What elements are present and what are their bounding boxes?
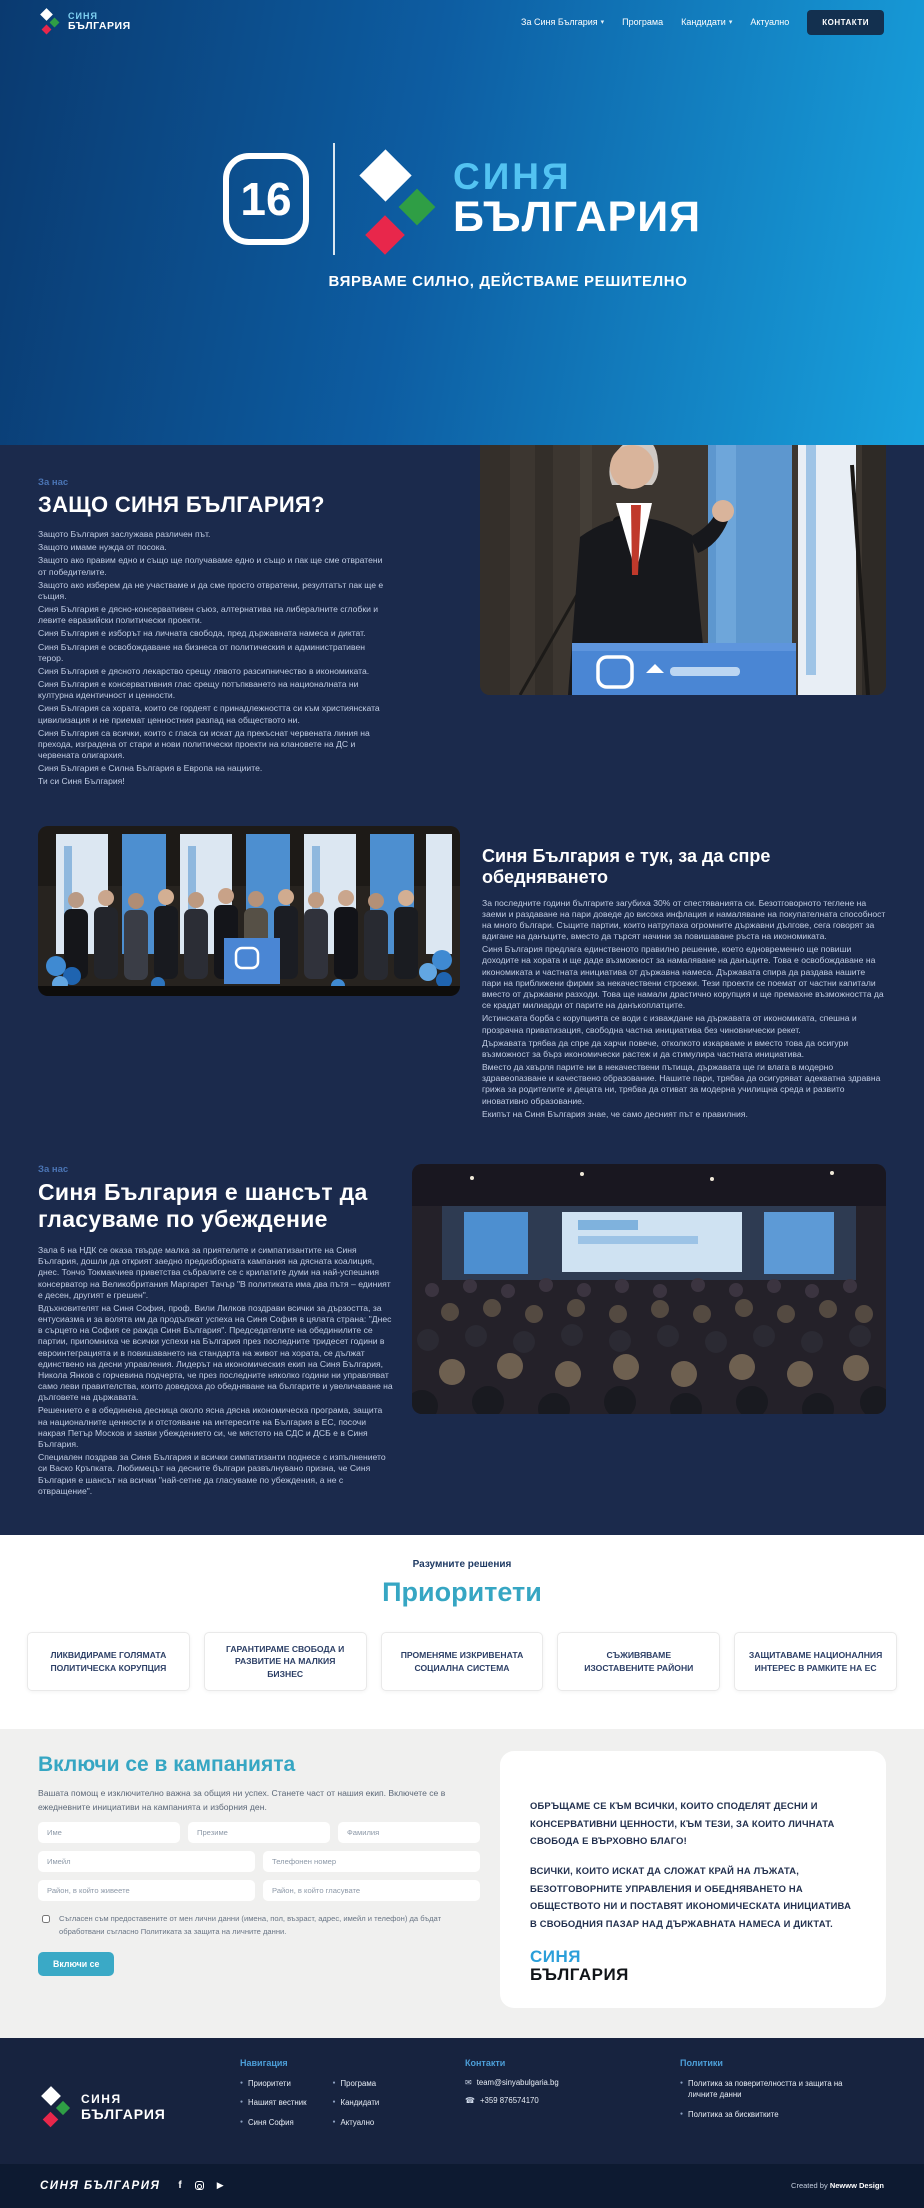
appeal-card: [500, 1751, 886, 2007]
join-button[interactable]: Включи се: [38, 1952, 114, 1976]
bullet-icon: ●: [680, 2079, 684, 2086]
header-logo[interactable]: [40, 9, 131, 35]
footer-policies: [680, 2058, 880, 2146]
last-name-field[interactable]: [338, 1822, 480, 1843]
footer-link-blue-sofia[interactable]: ● Синя София: [240, 2118, 294, 2127]
conviction-kicker: За нас: [38, 1163, 69, 1175]
main-nav: [521, 10, 884, 35]
nav-item-news[interactable]: Актуално: [750, 17, 790, 27]
campaign-intro: Вашата помощ е изключително важна за общия ни успех. Станете част от нашия екип. Включете се в ежедневните инициативи на кампанията и изборния ден.: [38, 1788, 446, 1812]
campaign-form: [38, 1822, 480, 1976]
consent-text: Съгласен съм предоставените от мен лични данни (имена, пол, възраст, адрес, имейл и телефон) да бъдат обработвани съгласно Политиката за защита на личните данни.: [59, 1913, 442, 1936]
footer-email[interactable]: ✉ team@sinyabulgaria.bg: [465, 2077, 559, 2087]
district-live-field[interactable]: [38, 1880, 255, 1901]
footer-link-newspaper[interactable]: ● Нашият вестник: [240, 2098, 307, 2108]
footer-contacts: [465, 2058, 680, 2146]
priorities-title: Приоритети: [382, 1576, 542, 1607]
bullet-icon: ●: [332, 2119, 336, 2125]
photo-coalition-group: [38, 826, 460, 996]
about-text: Защото България заслужава различен път. Защото имаме нужда от посока. Защото ако правим едно и също ще получаваме едно и също и пак ще сме отвратени от победителите. Защото ако изберем да не участваме и да сме просто отвратени, резултатът пак ще е същия. Синя България е дясно-консервативен съюз, алтернатива на либералните сглобки и левите евразийски политически проекти. Синя България е изборът на личната свобода, пред държавната намеса и диктат. Синя България е освобождаване на бизнеса от политическия и административен терор. Синя България е дясното лекарство срещу лявото разсипничество в икономиката. Синя България е консервативния глас срещу потъпкването на националната ни културна идентичност и ценности. Синя България са хората, които се гордеят с принадлежността си към християнската цивилизация и не приемат ценностния разпад на обществото ни. Синя България са всички, които с гласа си искат да прекъснат червената линия на прехода, изградена от стари и нови политически проекти на клановете на ДС и червената олигархия. Синя България е Силна България в Европа на нациите. Ти си Синя България!: [38, 529, 384, 787]
about-title: ЗАЩО СИНЯ БЪЛГАРИЯ?: [38, 492, 325, 517]
about-kicker: За нас: [38, 477, 69, 488]
about-section: [0, 445, 924, 1535]
footer-link-cookie-policy[interactable]: ● Политика за бисквитките: [680, 2110, 779, 2119]
first-name-field[interactable]: [38, 1822, 180, 1843]
chevron-down-icon: ▾: [600, 19, 605, 26]
footer-link-program[interactable]: ● Програма: [332, 2078, 377, 2088]
priorities-kicker: Разумните решения: [412, 1558, 512, 1570]
footer-link-priorities[interactable]: ● Приоритети: [240, 2078, 291, 2088]
phone-field[interactable]: [263, 1851, 480, 1872]
footer-link-news[interactable]: ● Актуално: [332, 2118, 375, 2127]
instagram-icon[interactable]: [195, 2181, 204, 2190]
nav-item-program[interactable]: Програма: [622, 17, 664, 27]
header: [0, 0, 924, 35]
priority-card: ЛИКВИДИРАМЕ ГОЛЯМАТА ПОЛИТИЧЕСКА КОРУПЦИЯ: [27, 1632, 190, 1691]
footer-nav-title: Навигация: [240, 2057, 288, 2068]
credit-agency[interactable]: Newww Design: [829, 2181, 884, 2191]
footer-phone[interactable]: ☎ +359 876574170: [465, 2095, 539, 2105]
hero-lockup: [0, 35, 924, 255]
photo-speaker-podium: [480, 405, 886, 695]
header-logo-line1: СИНЯ: [68, 11, 98, 22]
campaign-section: [0, 1729, 924, 2037]
priority-card: ЗАЩИТАВАМЕ НАЦИОНАЛНИЯ ИНТЕРЕС В РАМКИТЕ НА ЕС: [734, 1632, 897, 1691]
ballot-number-box: 16: [223, 153, 309, 245]
middle-name-field[interactable]: [188, 1822, 330, 1843]
facebook-icon[interactable]: f: [178, 2179, 182, 2191]
nav-item-candidates[interactable]: Кандидати ▾: [681, 17, 733, 27]
appeal-paragraph: ВСИЧКИ, КОИТО ИСКАТ ДА СЛОЖАТ КРАЙ НА ЛЪЖАТА, БЕЗОТГОВОРНИТЕ УПРАВЛЕНИЯ И ОБЕДНЯВАНЕТО НА ОБЩЕСТВОТО НИ И ПОСТАВЯТ ИКОНОМИЧЕСКАТА ИНИЦИАТИВА В СВОБОДНИЯ ПАЗАР НАД ДЪРЖАВНАТА НАМЕСА И ДИКТАТ.: [530, 1865, 852, 1929]
priority-card: ПРОМЕНЯМЕ ИЗКРИВЕНАТА СОЦИАЛНА СИСТЕМА: [381, 1632, 544, 1691]
consent-checkbox[interactable]: [42, 1915, 50, 1923]
footer-link-candidates[interactable]: ● Кандидати: [332, 2098, 380, 2108]
nav-item-about[interactable]: За Синя България ▾: [521, 17, 605, 27]
bullet-icon: ●: [240, 2119, 244, 2125]
district-vote-field[interactable]: [263, 1880, 480, 1901]
bullet-icon: ●: [240, 2079, 244, 2086]
footer-nav: [240, 2058, 465, 2146]
social-links: [178, 2181, 223, 2191]
conviction-text: Зала 6 на НДК се оказа твърде малка за приятелите и симпатизантите на Синя България, дошли да открият заедно предизборната кампания на дясната коалиция, днес. Тончо Токмакчиев приветства събралите се с крилатите думи на най-успешния консерватор на Великобритания Маргарет Тачър "В политиката има два пътя – единият е десен, другият е грешен". Вдъхновителят на Синя София, проф. Вили Лилков поздрави всички за дързостта, за ентусиазма и за волята им да продължат успеха на Синя София в цялата страна: "Днес в сърцето на София се ражда Синя България". Председателите на обединилите се партии, припомниха че всички успехи на България през последните тридесет години в евроинтеграцията и в повишаването на стандарта на живот на хората, се дължат единствено на десни управления. Лидерът на икономическия екип на Синя България, Никола Янков с горчевина подчерта, че през последните няколко години ни управляват само леви правителства, които доведоха до обедняване на българите и увеличаване на дълговете на държавата. Решението е в обединена десница около ясна дясна икономическа програма, защита на националните ценности и отстояване на интересите на България в ЕС, посочи накрая Петър Москов и заяви убеждението си, че мястото на СДС и ДСБ е в Синя България. Специален поздрав за Синя България и всички симпатизанти поднесе с изпълнението си Васко Кръпката. Любимецът на десните българи развълнувано призна, че Синя България е шансът на всички "най-сетне да гласуваме по убеждения, а не с отвращение".: [38, 1245, 393, 1496]
bullet-icon: ●: [332, 2099, 336, 2106]
youtube-icon[interactable]: ▶: [216, 2180, 224, 2191]
credit: Created by Newww Design: [791, 2181, 884, 2191]
envelope-icon: ✉: [465, 2077, 472, 2087]
party-logo-icon: [40, 2088, 72, 2128]
appeal-paragraph: ОБРЪЩАМЕ СЕ КЪМ ВСИЧКИ, КОИТО СПОДЕЛЯТ ДЕСНИ И КОНСЕРВАТИВНИ ЦЕННОСТИ, КЪМ ТЕЗИ, ЗА КОИТО ЛИЧНАТА СВОБОДА Е ВЪРХОВНО БЛАГО!: [530, 1800, 835, 1846]
card-logo: СИНЯ БЪЛГАРИЯ: [530, 1946, 629, 1984]
hero-logo-line1: СИНЯ: [452, 155, 572, 197]
hero-divider: [333, 143, 335, 255]
hero-logo-line2: БЪЛГАРИЯ: [452, 192, 702, 241]
hero-section: [0, 0, 924, 445]
email-field[interactable]: [38, 1851, 255, 1872]
phone-icon: ☎: [465, 2095, 475, 2105]
campaign-title: Включи се в кампанията: [38, 1753, 296, 1777]
header-logo-line2: БЪЛГАРИЯ: [68, 20, 131, 33]
priority-card: СЪЖИВЯВАМЕ ИЗОСТАВЕНИТЕ РАЙОНИ: [557, 1632, 720, 1691]
chevron-down-icon: ▾: [728, 19, 733, 26]
priority-card: ГАРАНТИРАМЕ СВОБОДА И РАЗВИТИЕ НА МАЛКИЯ БИЗНЕС: [204, 1632, 367, 1691]
footer-policies-title: Политики: [680, 2057, 723, 2068]
footer-contacts-title: Контакти: [465, 2057, 506, 2068]
bullet-icon: ●: [332, 2079, 336, 2086]
contacts-button[interactable]: КОНТАКТИ: [807, 10, 884, 35]
footer-link-privacy-policy[interactable]: ● Политика за поверителността и защита на личните данни: [680, 2078, 843, 2100]
poverty-title: Синя България е тук, за да спре обедняването: [482, 845, 771, 887]
bullet-icon: ●: [680, 2111, 684, 2117]
conviction-title: Синя България е шансът да гласуваме по убеждение: [38, 1178, 368, 1233]
hero-tagline: ВЯРВАМЕ СИЛНО, ДЕЙСТВАМЕ РЕШИТЕЛНО: [328, 273, 688, 290]
bottom-brand: СИНЯ БЪЛГАРИЯ: [40, 2179, 161, 2192]
priorities-section: [0, 1535, 924, 1729]
poverty-text: За последните години българите загубиха 30% от спестяванията си. Безотговорното теглене на заеми и раздаване на пари доведе до висока инфлация и намаляване на покупателната способност на много българи. Същите партии, които натрупаха огромните държавни дългове, сега говорят за вдигане на данъците, вместо да търсят начини за повишаване ръста на икономиката. Синя България предлага единственото правилно решение, което едновременно ще повиши доходите на хората и ще даде възможност за намаляване на данъците. Това е освобождаване на икономиката и частната инициатива от държавна намеса. Държавата спира да раздава нашите пари на приближени фирми за некачествени строежи. Тези проекти се поемат от частни капитали вместо от държавни разходи. Това ще намали драстично корупция и ще премахне възможността да се крадат милиарди от парите на данъкоплатците. Истинската борба с корупцията се води с изваждане на държавата от икономиката, спешна и прозрачна приватизация, свободна частна инициатива без чиновнически рекет. Държавата трябва да спре да харчи повече, отколкото изкарваме и вместо това да осигури възможност за бърз икономически растеж и да стимулира частната инициатива. Вместо да хвърля парите ни в некачествени пътища, държавата ще ги влага в модерно здравеопазване и качествено образование. Нашите пари, трябва да осигуряват адекватна здравна грижа за родителите и децата ни, трябва да отиват за модерна училищна среда и развито иновативно образование. Екипът на Синя България знае, че само десният път е правилния.: [482, 897, 886, 1119]
party-logo-icon: [40, 9, 62, 35]
footer: [0, 2038, 924, 2164]
bottom-bar: [0, 2164, 924, 2208]
footer-logo[interactable]: СИНЯ БЪЛГАРИЯ: [40, 2070, 240, 2146]
priorities-cards: [27, 1632, 897, 1691]
party-logo-icon: [359, 153, 429, 245]
photo-crowd-hall: [412, 1164, 886, 1414]
bullet-icon: ●: [240, 2099, 244, 2106]
